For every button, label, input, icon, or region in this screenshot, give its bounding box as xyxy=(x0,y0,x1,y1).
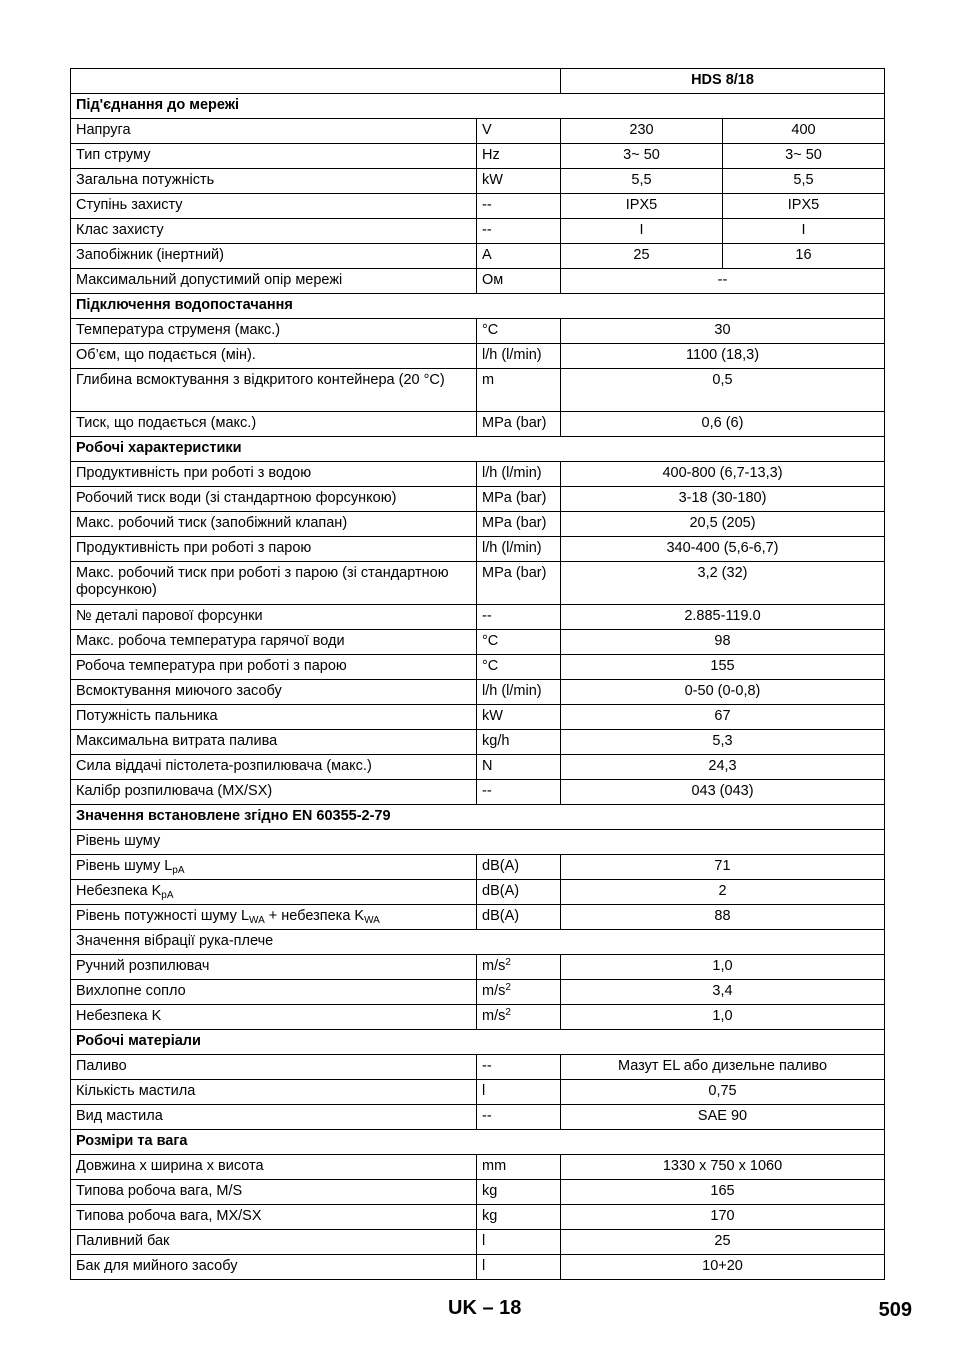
unit-cell: kg xyxy=(477,1205,561,1230)
section-title: Робочі матеріали xyxy=(71,1030,885,1055)
value-cell: 3-18 (30-180) xyxy=(561,487,885,512)
table-row xyxy=(71,562,885,605)
value-cell: -- xyxy=(561,269,885,294)
parameter-label: Ручний розпилювач xyxy=(71,955,477,980)
unit-cell: -- xyxy=(477,605,561,630)
value-cell: 155 xyxy=(561,655,885,680)
parameter-label xyxy=(71,855,477,880)
table-row xyxy=(71,194,885,219)
parameter-label: Продуктивність при роботі з водою xyxy=(71,462,477,487)
unit-cell: -- xyxy=(477,194,561,219)
parameter-label: Паливний бак xyxy=(71,1230,477,1255)
unit-cell: °C xyxy=(477,655,561,680)
superscript: 2 xyxy=(505,982,511,993)
parameter-label: Вид мастила xyxy=(71,1105,477,1130)
value-cell: 98 xyxy=(561,630,885,655)
parameter-label: Довжина x ширина x висота xyxy=(71,1155,477,1180)
value-cell: 340-400 (5,6-6,7) xyxy=(561,537,885,562)
parameter-label: Максимальний допустимий опір мережі xyxy=(71,269,477,294)
parameter-label: Загальна потужність xyxy=(71,169,477,194)
value-cell: 67 xyxy=(561,705,885,730)
subsection-title: Рівень шуму xyxy=(71,830,885,855)
parameter-label: Ступінь захисту xyxy=(71,194,477,219)
value-cell: 0,6 (6) xyxy=(561,412,885,437)
unit-cell: MPa (bar) xyxy=(477,487,561,512)
subscript: WA xyxy=(249,915,265,926)
text-fragment: Рівень шуму L xyxy=(76,858,173,874)
value-230v: 25 xyxy=(561,244,723,269)
table-row xyxy=(71,119,885,144)
table-row xyxy=(71,980,885,1005)
value-cell: 88 xyxy=(561,905,885,930)
table-row xyxy=(71,144,885,169)
parameter-label: Всмоктування миючого засобу xyxy=(71,680,477,705)
table-row xyxy=(71,1255,885,1280)
unit-cell: MPa (bar) xyxy=(477,412,561,437)
unit-cell: A xyxy=(477,244,561,269)
value-cell: 1100 (18,3) xyxy=(561,344,885,369)
table-row xyxy=(71,269,885,294)
section-title: Під'єднання до мережі xyxy=(71,94,885,119)
unit-cell: °C xyxy=(477,319,561,344)
value-cell: 3,4 xyxy=(561,980,885,1005)
section-title: Розміри та вага xyxy=(71,1130,885,1155)
table-row xyxy=(71,1005,885,1030)
table-row xyxy=(71,412,885,437)
parameter-label: Макс. робочий тиск при роботі з парою (зі стандартною форсункою) xyxy=(71,562,477,605)
value-cell: 5,3 xyxy=(561,730,885,755)
table-row xyxy=(71,655,885,680)
parameter-label: Типова робоча вага, M/S xyxy=(71,1180,477,1205)
unit-cell: l xyxy=(477,1080,561,1105)
table-row xyxy=(71,1105,885,1130)
unit-cell: l xyxy=(477,1255,561,1280)
superscript: 2 xyxy=(505,957,511,968)
subscript: WA xyxy=(364,915,380,926)
parameter-label: Бак для мийного засобу xyxy=(71,1255,477,1280)
table-row xyxy=(71,462,885,487)
unit-cell xyxy=(477,980,561,1005)
section-header-row xyxy=(71,805,885,830)
subsection-row xyxy=(71,930,885,955)
page-number: 509 xyxy=(878,1299,912,1321)
unit-cell: Ом xyxy=(477,269,561,294)
table-row xyxy=(71,1155,885,1180)
unit-cell: l xyxy=(477,1230,561,1255)
table-row xyxy=(71,680,885,705)
table-row xyxy=(71,219,885,244)
table-row xyxy=(71,244,885,269)
unit-cell: MPa (bar) xyxy=(477,512,561,537)
parameter-label: Робочий тиск води (зі стандартною форсункою) xyxy=(71,487,477,512)
value-cell: 30 xyxy=(561,319,885,344)
table-row xyxy=(71,369,885,412)
table-row xyxy=(71,630,885,655)
value-230v: IPX5 xyxy=(561,194,723,219)
unit-cell: °C xyxy=(477,630,561,655)
parameter-label: Максимальна витрата палива xyxy=(71,730,477,755)
parameter-label: Сила віддачі пістолета-розпилювача (макс.) xyxy=(71,755,477,780)
unit-cell: kg/h xyxy=(477,730,561,755)
subsection-title: Значення вібрації рука-плече xyxy=(71,930,885,955)
table-row xyxy=(71,755,885,780)
model-name: HDS 8/18 xyxy=(561,69,885,94)
parameter-label: Макс. робочий тиск (запобіжний клапан) xyxy=(71,512,477,537)
table-row xyxy=(71,537,885,562)
value-400v: 3~ 50 xyxy=(723,144,885,169)
section-header-row xyxy=(71,94,885,119)
unit-cell: m xyxy=(477,369,561,412)
unit-cell: -- xyxy=(477,219,561,244)
value-400v: 5,5 xyxy=(723,169,885,194)
parameter-label: Запобіжник (інертний) xyxy=(71,244,477,269)
text-fragment: m/s xyxy=(482,983,506,999)
parameter-label: Температура струменя (макс.) xyxy=(71,319,477,344)
text-fragment: + небезпека K xyxy=(264,908,365,924)
unit-cell: MPa (bar) xyxy=(477,562,561,605)
unit-cell xyxy=(477,1005,561,1030)
text-fragment: Рівень потужності шуму L xyxy=(76,908,250,924)
unit-cell: -- xyxy=(477,1055,561,1080)
parameter-label: Глибина всмоктування з відкритого контейнера (20 °C) xyxy=(71,369,477,412)
unit-cell: kg xyxy=(477,1180,561,1205)
table-row xyxy=(71,880,885,905)
subscript: pA xyxy=(172,865,185,876)
value-cell: 0-50 (0-0,8) xyxy=(561,680,885,705)
unit-cell: Hz xyxy=(477,144,561,169)
value-cell: 24,3 xyxy=(561,755,885,780)
unit-cell: -- xyxy=(477,780,561,805)
unit-cell: mm xyxy=(477,1155,561,1180)
value-cell: 1,0 xyxy=(561,1005,885,1030)
table-row xyxy=(71,319,885,344)
section-header-row xyxy=(71,437,885,462)
value-cell: 1330 x 750 x 1060 xyxy=(561,1155,885,1180)
parameter-label: Калібр розпилювача (MX/SX) xyxy=(71,780,477,805)
value-400v: I xyxy=(723,219,885,244)
value-400v: 400 xyxy=(723,119,885,144)
parameter-label: Кількість мастила xyxy=(71,1080,477,1105)
value-400v: IPX5 xyxy=(723,194,885,219)
table-row xyxy=(71,730,885,755)
parameter-label: Тиск, що подається (макс.) xyxy=(71,412,477,437)
unit-cell: -- xyxy=(477,1105,561,1130)
value-cell: 043 (043) xyxy=(561,780,885,805)
parameter-label: Об’єм, що подається (мін). xyxy=(71,344,477,369)
value-cell: 20,5 (205) xyxy=(561,512,885,537)
table-header-row xyxy=(71,69,885,94)
unit-cell: l/h (l/min) xyxy=(477,680,561,705)
text-fragment: Небезпека K xyxy=(76,883,162,899)
technical-data-table xyxy=(70,68,885,1280)
table-body xyxy=(71,69,885,1280)
table-row xyxy=(71,169,885,194)
text-fragment: m/s xyxy=(482,958,506,974)
section-header-row xyxy=(71,1130,885,1155)
value-cell: 3,2 (32) xyxy=(561,562,885,605)
value-230v: 5,5 xyxy=(561,169,723,194)
header-empty-cell xyxy=(71,69,561,94)
unit-cell: dB(A) xyxy=(477,880,561,905)
subscript: pA xyxy=(161,890,174,901)
value-cell: SAE 90 xyxy=(561,1105,885,1130)
value-cell: 0,5 xyxy=(561,369,885,412)
parameter-label: Напруга xyxy=(71,119,477,144)
table-row xyxy=(71,855,885,880)
parameter-label: Продуктивність при роботі з парою xyxy=(71,537,477,562)
value-cell: 71 xyxy=(561,855,885,880)
section-title: Підключення водопостачання xyxy=(71,294,885,319)
unit-cell: dB(A) xyxy=(477,905,561,930)
subsection-row xyxy=(71,830,885,855)
table-row xyxy=(71,705,885,730)
value-230v: I xyxy=(561,219,723,244)
table-row xyxy=(71,344,885,369)
unit-cell: l/h (l/min) xyxy=(477,344,561,369)
table-row xyxy=(71,905,885,930)
value-400v: 16 xyxy=(723,244,885,269)
table-row xyxy=(71,605,885,630)
table-row xyxy=(71,487,885,512)
unit-cell: dB(A) xyxy=(477,855,561,880)
section-title: Значення встановлене згідно EN 60355-2-79 xyxy=(71,805,885,830)
value-cell: 25 xyxy=(561,1230,885,1255)
parameter-label: Паливо xyxy=(71,1055,477,1080)
table-row xyxy=(71,1055,885,1080)
table-row xyxy=(71,780,885,805)
unit-cell: l/h (l/min) xyxy=(477,537,561,562)
value-cell: 0,75 xyxy=(561,1080,885,1105)
section-header-row xyxy=(71,1030,885,1055)
text-fragment: m/s xyxy=(482,1008,506,1024)
unit-cell: kW xyxy=(477,705,561,730)
table-row xyxy=(71,1080,885,1105)
unit-cell: N xyxy=(477,755,561,780)
parameter-label: Тип струму xyxy=(71,144,477,169)
parameter-label: Робоча температура при роботі з парою xyxy=(71,655,477,680)
value-cell: 400-800 (6,7-13,3) xyxy=(561,462,885,487)
parameter-label xyxy=(71,905,477,930)
value-cell: 2.885-119.0 xyxy=(561,605,885,630)
value-cell: Мазут EL або дизельне паливо xyxy=(561,1055,885,1080)
unit-cell: kW xyxy=(477,169,561,194)
table-row xyxy=(71,1205,885,1230)
section-title: Робочі характеристики xyxy=(71,437,885,462)
table-row xyxy=(71,1230,885,1255)
footer-label: UK – 18 xyxy=(448,1297,522,1319)
value-230v: 3~ 50 xyxy=(561,144,723,169)
value-cell: 2 xyxy=(561,880,885,905)
parameter-label: Потужність пальника xyxy=(71,705,477,730)
parameter-label: Небезпека K xyxy=(71,1005,477,1030)
value-cell: 170 xyxy=(561,1205,885,1230)
value-cell: 10+20 xyxy=(561,1255,885,1280)
unit-cell: V xyxy=(477,119,561,144)
parameter-label: Клас захисту xyxy=(71,219,477,244)
value-cell: 165 xyxy=(561,1180,885,1205)
unit-cell xyxy=(477,955,561,980)
parameter-label: Типова робоча вага, MX/SX xyxy=(71,1205,477,1230)
table-row xyxy=(71,1180,885,1205)
section-header-row xyxy=(71,294,885,319)
parameter-label: № деталі парової форсунки xyxy=(71,605,477,630)
table-row xyxy=(71,512,885,537)
superscript: 2 xyxy=(505,1007,511,1018)
parameter-label: Макс. робоча температура гарячої води xyxy=(71,630,477,655)
parameter-label xyxy=(71,880,477,905)
value-230v: 230 xyxy=(561,119,723,144)
value-cell: 1,0 xyxy=(561,955,885,980)
unit-cell: l/h (l/min) xyxy=(477,462,561,487)
table-row xyxy=(71,955,885,980)
parameter-label: Вихлопне сопло xyxy=(71,980,477,1005)
